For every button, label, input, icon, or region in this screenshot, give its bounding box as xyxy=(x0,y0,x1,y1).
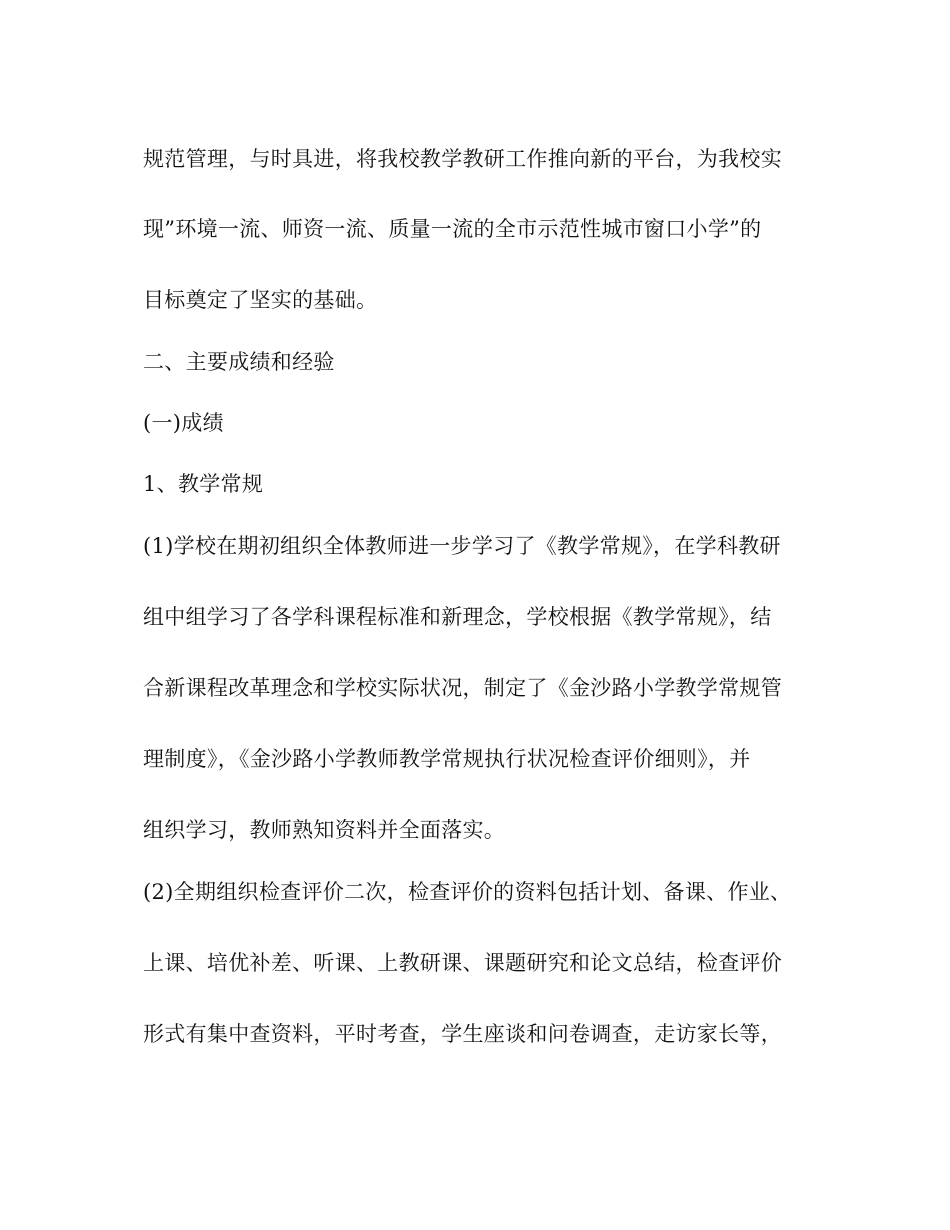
paragraph-line: 合新课程改革理念和学校实际状况，制定了《金沙路小学教学常规管 xyxy=(143,676,782,700)
paragraph-line: 规范管理，与时具进，将我校教学教研工作推向新的平台，为我校实 xyxy=(143,147,782,171)
paragraph-line: 上课、培优补差、听课、上教研课、课题研究和论文总结，检查评价 xyxy=(143,951,782,975)
subsection-heading: (一)成绩 xyxy=(143,411,224,435)
section-heading: 二、主要成绩和经验 xyxy=(143,350,335,374)
paragraph-line: (2)全期组织检查评价二次，检查评价的资料包括计划、备课、作业、 xyxy=(143,880,792,904)
item-heading: 1、教学常规 xyxy=(143,472,264,496)
paragraph-line: 目标奠定了坚实的基础。 xyxy=(143,288,378,312)
paragraph-line: 组中组学习了各学科课程标准和新理念，学校根据《教学常规》，结 xyxy=(143,605,772,629)
paragraph-line: 组织学习，教师熟知资料并全面落实。 xyxy=(143,818,506,842)
paragraph-line: (1)学校在期初组织全体教师进一步学习了《教学常规》，在学科教研 xyxy=(143,534,781,558)
paragraph-line: 理制度》，《金沙路小学教师教学常规执行状况检查评价细则》，并 xyxy=(143,747,751,771)
paragraph-line: 形式有集中查资料，平时考查，学生座谈和问卷调查，走访家长等， xyxy=(143,1022,782,1046)
paragraph-line: 现”环境一流、师资一流、质量一流的全市示范性城市窗口小学”的 xyxy=(143,217,762,241)
